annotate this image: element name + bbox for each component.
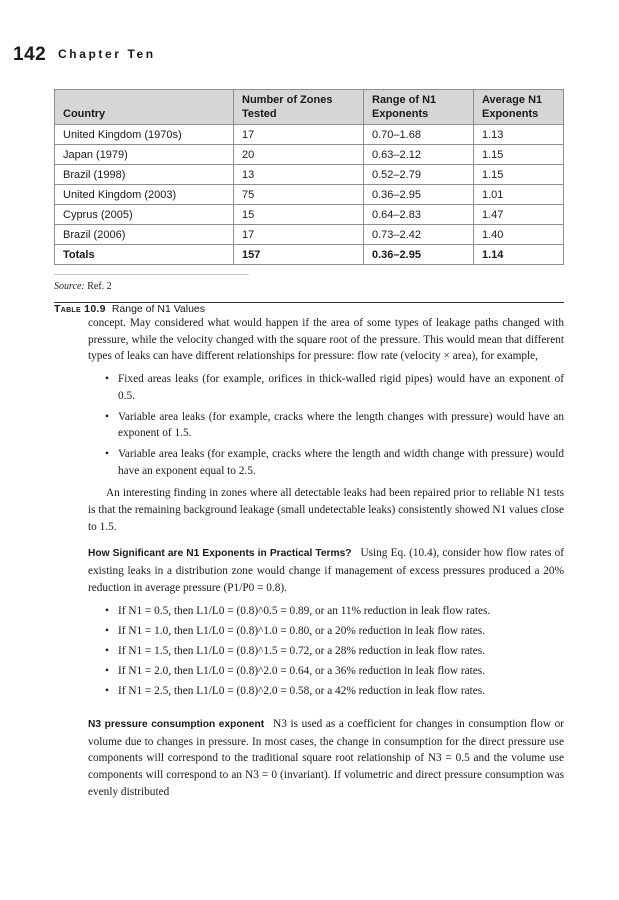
table-header-row [55, 90, 564, 125]
page-number: 142 [13, 44, 47, 65]
cell-zones: 17 [234, 225, 364, 245]
cell-country: United Kingdom (2003) [55, 185, 234, 205]
source-label: Source: [54, 281, 85, 292]
column-header-country: Country [55, 90, 234, 125]
cell-totals-range: 0.36–2.95 [364, 245, 474, 265]
cell-range: 0.36–2.95 [364, 185, 474, 205]
list-item: • If N1 = 2.5, then L1/L0 = (0.8)^2.0 = 0.58, or a 42% reduction in leak flow rates. [118, 683, 564, 700]
reduction-list [88, 603, 564, 701]
cell-country: United Kingdom (1970s) [55, 125, 234, 145]
cell-totals-zones: 157 [234, 245, 364, 265]
table-row [55, 125, 564, 145]
paragraph: An interesting finding in zones where all detectable leaks had been repaired prior to reliable N1 tests is that the remaining background leakage (small undetectable leaks) consistently showed N1 values close to 1.5. [88, 487, 564, 533]
table-row [55, 165, 564, 185]
cell-range: 0.64–2.83 [364, 205, 474, 225]
cell-totals-average: 1.14 [474, 245, 564, 265]
cell-average: 1.15 [474, 165, 564, 185]
list-item: • If N1 = 0.5, then L1/L0 = (0.8)^0.5 = 0.89, or an 11% reduction in leak flow rates. [118, 603, 564, 620]
body-text [88, 315, 564, 801]
list-item: • If N1 = 1.0, then L1/L0 = (0.8)^1.0 = 0.80, or a 20% reduction in leak flow rates. [118, 623, 564, 640]
cell-range: 0.63–2.12 [364, 145, 474, 165]
list-item: • If N1 = 1.5, then L1/L0 = (0.8)^1.5 = 0.72, or a 28% reduction in leak flow rates. [118, 643, 564, 660]
cell-country: Cyprus (2005) [55, 205, 234, 225]
n1-values-table [54, 89, 564, 265]
table-caption [54, 303, 205, 315]
cell-country: Brazil (2006) [55, 225, 234, 245]
leak-types-list [88, 371, 564, 479]
caption-title: Range of N1 Values [111, 303, 206, 315]
list-item: • If N1 = 2.0, then L1/L0 = (0.8)^2.0 = 0.64, or a 36% reduction in leak flow rates. [118, 663, 564, 680]
table-row [55, 205, 564, 225]
column-header-average: Average N1 Exponents [474, 90, 564, 125]
cell-zones: 13 [234, 165, 364, 185]
column-header-zones: Number of Zones Tested [234, 90, 364, 125]
table-source [54, 281, 112, 292]
list-item: • Fixed areas leaks (for example, orifices in thick-walled rigid pipes) would have an exponent of 0.5. [118, 371, 564, 404]
cell-average: 1.47 [474, 205, 564, 225]
source-text: Ref. 2 [87, 281, 112, 292]
cell-average: 1.15 [474, 145, 564, 165]
cell-totals-label: Totals [55, 245, 234, 265]
column-header-range: Range of N1 Exponents [364, 90, 474, 125]
totals-row [55, 245, 564, 265]
page-header [13, 44, 156, 66]
caption-label: Table 10.9 [54, 303, 106, 315]
table-row [55, 225, 564, 245]
section-heading: How Significant are N1 Exponents in Practical Terms? [88, 548, 352, 560]
cell-range: 0.52–2.79 [364, 165, 474, 185]
list-item: • Variable area leaks (for example, cracks where the length and width change with pressure) would have an exponent equal to 2.5. [118, 446, 564, 479]
chapter-title: Chapter Ten [58, 47, 156, 61]
paragraph-text: Using Eq. (10.4), consider how flow rates of existing leaks in a distribution zone would change if management of excess pressures produced a 20% reduction in average pressure (P1/P0 = 0.8). [88, 547, 564, 594]
table-row [55, 185, 564, 205]
section-heading: N3 pressure consumption exponent [88, 719, 265, 731]
source-divider [54, 274, 249, 275]
cell-range: 0.70–1.68 [364, 125, 474, 145]
table-row [55, 145, 564, 165]
cell-average: 1.40 [474, 225, 564, 245]
paragraph-significance [88, 545, 564, 596]
cell-zones: 75 [234, 185, 364, 205]
cell-country: Brazil (1998) [55, 165, 234, 185]
cell-average: 1.01 [474, 185, 564, 205]
paragraph-n3 [88, 716, 564, 801]
cell-zones: 20 [234, 145, 364, 165]
paragraph: concept. May considered what would happen if the area of some types of leakage paths changed with pressure, while the velocity changed with the square root of the pressure. This would mean that different types of leaks can have different relationships for pressure: flow rate (velocity × area), for example, [88, 317, 564, 363]
paragraph-text: N3 is used as a coefficient for changes in consumption flow or volume due to changes in pressure. In most cases, the change in consumption for the direct pressure use components will correspond to the traditional square root relationship of N3 = 0.5 and the volume use components will correspond to an N3 = 0 (invariant). If volumetric and direct pressure consumption was evenly distributed [88, 718, 564, 798]
cell-average: 1.13 [474, 125, 564, 145]
list-item: • Variable area leaks (for example, cracks where the length changes with pressure) would have an exponent of 1.5. [118, 409, 564, 442]
cell-zones: 17 [234, 125, 364, 145]
cell-zones: 15 [234, 205, 364, 225]
cell-range: 0.73–2.42 [364, 225, 474, 245]
cell-country: Japan (1979) [55, 145, 234, 165]
